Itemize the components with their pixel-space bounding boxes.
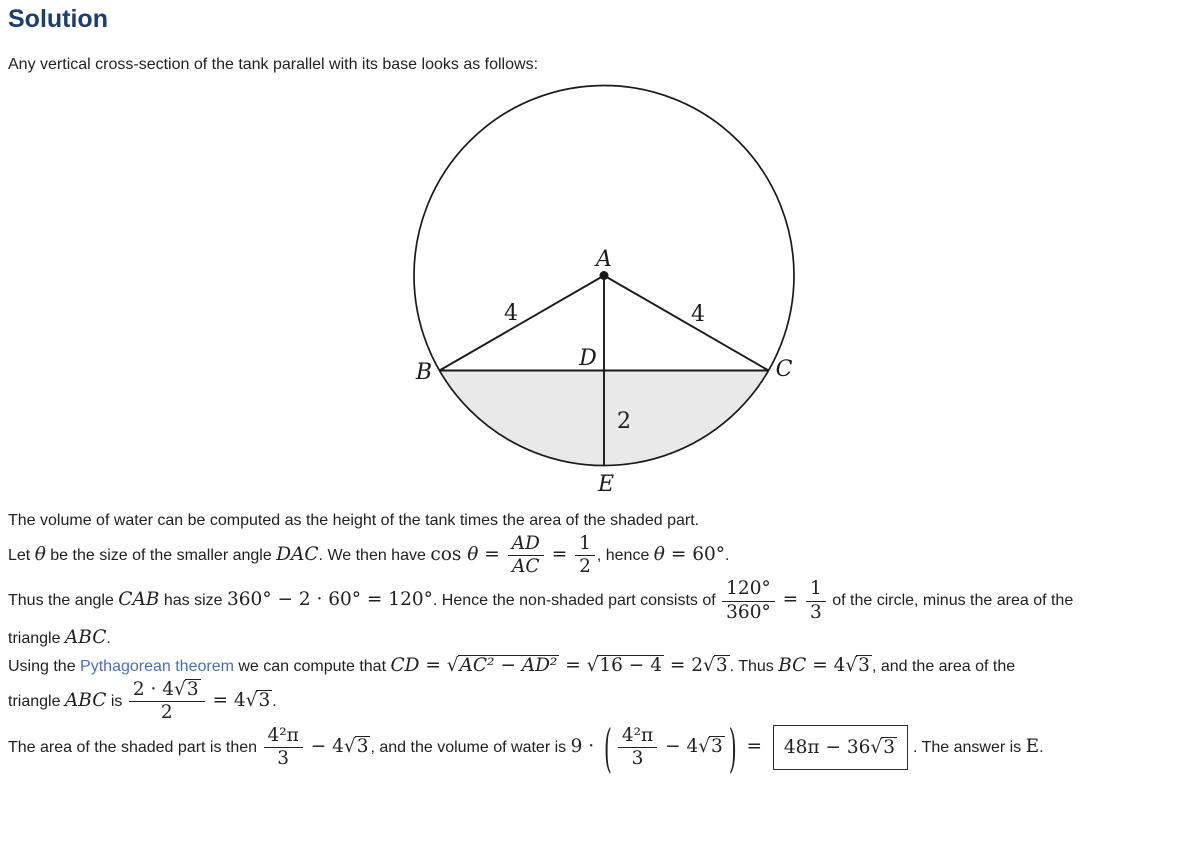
text-run: . <box>106 629 111 647</box>
text-run: . We then have <box>318 546 431 564</box>
right-paren: ) <box>728 716 737 779</box>
math-9-times: 9 · <box>570 735 601 757</box>
label-D: D <box>579 346 597 371</box>
equals-sign: = <box>419 654 447 676</box>
math-triangle-ABC: ABC <box>64 690 107 712</box>
measure-AC: 4 <box>691 302 705 327</box>
text-run: Let <box>8 546 35 564</box>
text-run: . Thus <box>729 657 779 675</box>
sqrt-3: √3 <box>703 654 728 676</box>
radical-icon: √ <box>245 690 258 712</box>
fraction-16pi-3: $\frac{\text{4²π}}{3}$ <box>618 725 657 770</box>
page-title: Solution <box>8 5 108 33</box>
label-E: E <box>597 472 615 497</box>
label-A: A <box>596 247 612 272</box>
text-run: be the size of the smaller angle <box>45 546 277 564</box>
cross-section-figure <box>8 77 1186 509</box>
fraction-area-ABC: $\frac{2 \cdot 4√3}{2}$ <box>129 679 205 724</box>
equals-sign: = <box>478 543 506 565</box>
fraction-16pi-3: $\frac{\text{4²π}}{3}$ <box>264 725 303 770</box>
text-run: . <box>1039 738 1044 756</box>
label-C: C <box>775 357 793 382</box>
math-theta: θ <box>467 543 479 565</box>
radical-icon: √ <box>446 654 459 676</box>
answer-letter: E <box>1025 735 1040 757</box>
math-triangle-ABC: ABC <box>64 626 107 648</box>
text-run: Using the <box>8 657 81 675</box>
radical-icon: √ <box>870 736 883 758</box>
intro-text: Any vertical cross-section of the tank parallel with its base looks as follows: <box>8 56 539 73</box>
fraction-AD-AC: $\frac{AD}{AC}$ <box>508 533 544 578</box>
equals-sign: = <box>559 654 587 676</box>
minus-term: − 4 <box>304 735 344 757</box>
radical-icon: √ <box>174 679 186 701</box>
radical-icon: √ <box>343 735 356 757</box>
radical-icon: √ <box>703 654 715 676</box>
pythagorean-paragraph <box>8 652 1186 725</box>
theta-paragraph <box>8 533 1186 578</box>
sqrt-AC2-AD2: √AC² − AD² <box>446 654 558 676</box>
sqrt-3: √3 <box>343 735 369 757</box>
volume-paragraph: The volume of water can be computed as the height of the tank times the area of the shaded part. <box>8 512 700 529</box>
equals-sign: = <box>776 589 804 611</box>
text-run: triangle <box>8 693 65 711</box>
math-BC: BC <box>778 654 807 676</box>
left-paren: ( <box>604 716 612 779</box>
final-answer-paragraph <box>8 716 1186 779</box>
radical-icon: √ <box>698 735 711 757</box>
math-theta: θ <box>653 543 665 565</box>
text-run: has size <box>159 592 228 610</box>
text-run: of the circle, minus the area of the <box>827 592 1074 610</box>
math-cos: cos <box>430 543 468 565</box>
text-run: , and the volume of water is <box>370 738 571 756</box>
text-run: triangle <box>8 629 65 647</box>
fraction-1-2: $\frac{1}{2}$ <box>575 533 595 578</box>
equals-sign: = 4 <box>206 690 246 712</box>
sqrt-3: √3 <box>698 735 723 757</box>
text-run: Thus the angle <box>8 592 119 610</box>
text-run: . <box>725 546 730 564</box>
angle-paragraph <box>8 578 1186 651</box>
math-angle-DAC: DAC <box>276 543 319 565</box>
text-run: we can compute that <box>233 657 391 675</box>
radical-icon: √ <box>845 654 858 676</box>
equals-sign: = 2 <box>663 654 704 676</box>
math-CD: CD <box>390 654 420 676</box>
measure-AB: 4 <box>504 301 518 326</box>
sqrt-3: √3 <box>245 690 271 712</box>
text-run: is <box>106 693 127 711</box>
text-run: . The answer is <box>912 738 1026 756</box>
label-B: B <box>415 360 433 385</box>
text-run: The area of the shaded part is then <box>8 738 262 756</box>
measure-DE: 2 <box>617 409 631 434</box>
minus-term: − 4 <box>659 735 699 757</box>
circle-diagram <box>377 79 813 507</box>
equals-sign: = 4 <box>806 654 846 676</box>
pythagorean-theorem-link[interactable]: Pythagorean theorem <box>80 657 234 675</box>
sqrt-16-4: √16 − 4 <box>586 654 662 676</box>
equals-sign: = <box>545 543 574 565</box>
sqrt-3: √3 <box>870 736 895 758</box>
center-point-A <box>600 271 609 280</box>
text-run: . <box>272 693 277 711</box>
equals-sign: = <box>664 543 693 565</box>
math-angle-CAB: CAB <box>118 589 160 611</box>
text-run: . Hence the non-shaded part consists of <box>432 592 721 610</box>
fraction-120-360: $\frac{120^\circ}{360^\circ}$ <box>722 578 775 623</box>
sqrt-3: √3 <box>174 679 199 701</box>
text-run: , hence <box>596 546 654 564</box>
text-run: , and the area of the <box>871 657 1016 675</box>
radical-icon: √ <box>586 654 599 676</box>
boxed-answer: 48π − 36√3 <box>773 725 908 771</box>
radius-AC-line <box>604 276 769 371</box>
sqrt-3: √3 <box>845 654 870 676</box>
math-60-degrees: 60° <box>692 543 725 565</box>
math-angle-expression: 360° − 2 · 60° = 120° <box>227 589 433 611</box>
fraction-1-3: $\frac{1}{3}$ <box>806 578 826 623</box>
math-theta: θ <box>34 543 46 565</box>
equals-sign: = <box>740 735 768 757</box>
